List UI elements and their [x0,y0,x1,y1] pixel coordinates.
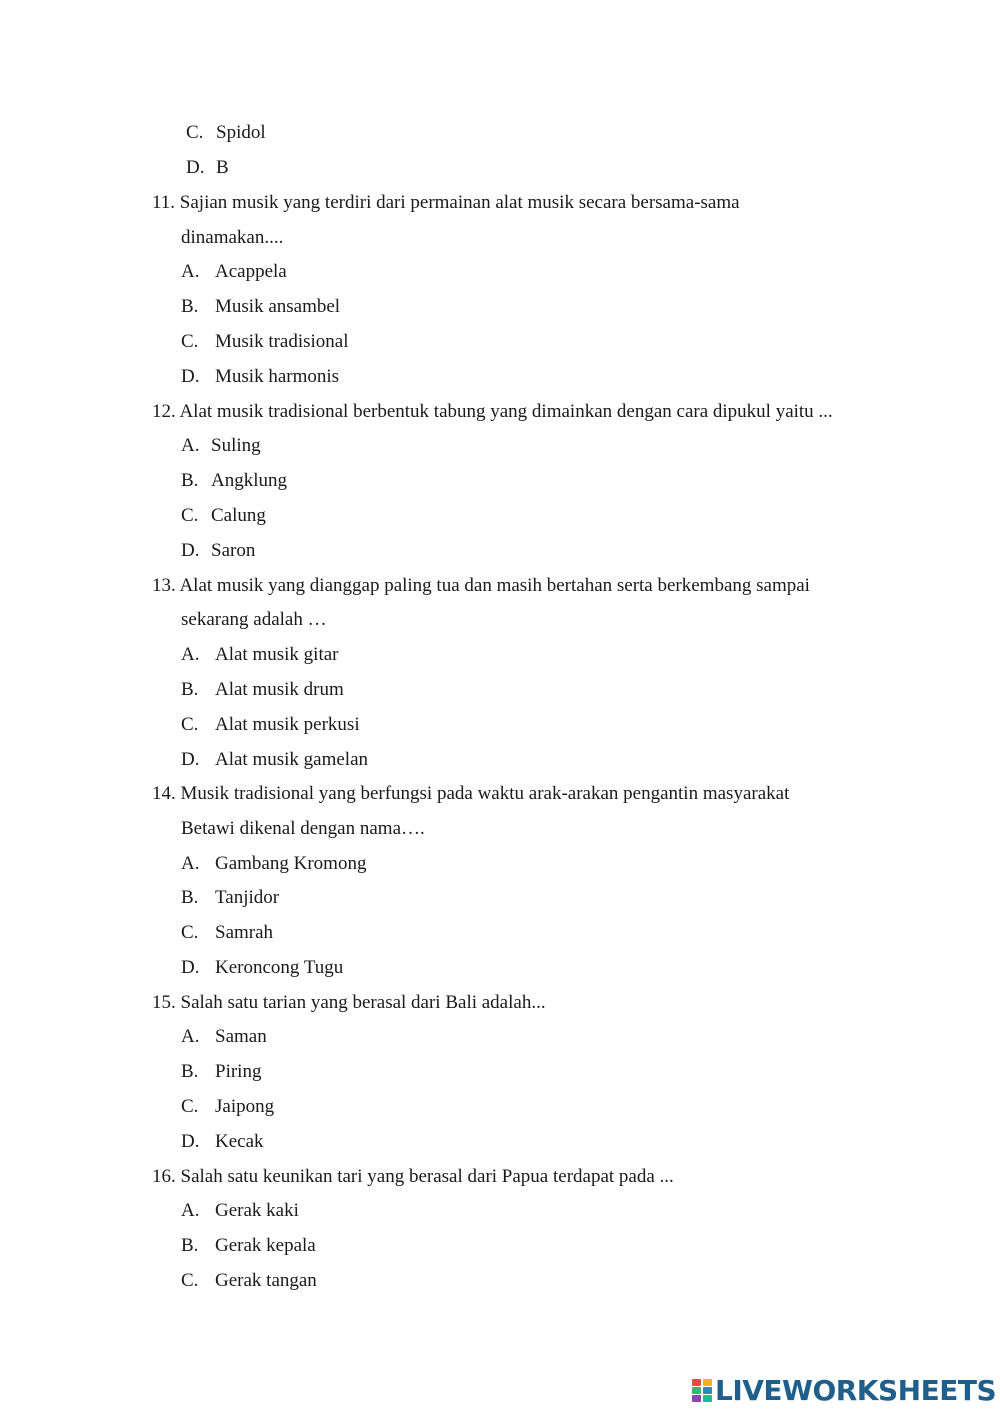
liveworksheets-logo [692,1374,997,1408]
option-letter: A. [181,435,200,456]
option-text: Gambang Kromong [215,853,367,874]
option-letter: B. [181,296,199,317]
question-text-line: Salah satu tarian yang berasal dari Bali adalah... [180,992,546,1013]
option-letter: C. [181,1270,199,1291]
question-text-line: dinamakan.... [181,227,284,248]
option-letter: D. [181,957,200,978]
question-number: 12. [152,401,176,422]
option-text: Jaipong [215,1096,275,1117]
option-letter: B. [181,887,199,908]
question-15-option-d[interactable] [181,1130,264,1154]
option-letter: B. [181,470,199,491]
option-text: Spidol [216,122,266,143]
option-text: Acappela [215,261,287,282]
option-letter: C. [186,122,204,143]
option-letter: A. [181,1200,200,1221]
question-12-option-d[interactable] [181,539,255,563]
question-text-line: sekarang adalah … [181,609,327,630]
question-15-stem [152,991,546,1015]
option-text: Musik ansambel [215,296,341,317]
option-text: Piring [215,1061,262,1082]
option-letter: B. [181,679,199,700]
option-letter: D. [186,157,205,178]
option-c-spidol [186,121,266,145]
option-text: Alat musik gamelan [215,749,369,770]
option-letter: A. [181,644,200,665]
option-text: Alat musik perkusi [215,714,360,735]
option-text: Kecak [215,1131,264,1152]
option-d-b [186,156,229,180]
option-letter: C. [181,714,199,735]
question-number: 13. [152,575,176,596]
option-text: Samrah [215,922,274,943]
question-14-option-b[interactable] [181,886,279,910]
option-letter: A. [181,853,200,874]
option-letter: C. [181,922,199,943]
question-12-stem [152,400,833,424]
question-number: 15. [152,992,176,1013]
option-text: Tanjidor [215,887,280,908]
option-letter: C. [181,505,199,526]
question-14-stem-cont [181,817,425,841]
question-13-option-c[interactable] [181,713,360,737]
question-13-option-d[interactable] [181,748,368,772]
option-text: Saron [211,540,256,561]
option-letter: D. [181,366,200,387]
question-16-option-a[interactable] [181,1199,299,1223]
option-text: Musik tradisional [215,331,349,352]
question-12-option-b[interactable] [181,469,287,493]
option-text: Musik harmonis [215,366,340,387]
option-letter: B. [181,1235,199,1256]
question-text-line: Alat musik yang dianggap paling tua dan masih bertahan serta berkembang sampai [179,575,810,596]
option-letter: C. [181,331,199,352]
question-13-stem-cont [181,608,327,632]
liveworksheets-logo-text: LIVEWORKSHEETS [715,1374,997,1407]
question-text-line: Musik tradisional yang berfungsi pada waktu arak-arakan pengantin masyarakat [180,783,790,804]
option-letter: B. [181,1061,199,1082]
option-text: Gerak kepala [215,1235,316,1256]
option-text: Keroncong Tugu [215,957,344,978]
question-14-option-a[interactable] [181,852,366,876]
question-text-line: Betawi dikenal dengan nama…. [181,818,425,839]
question-15-option-b[interactable] [181,1060,261,1084]
option-letter: D. [181,540,200,561]
option-letter: D. [181,749,200,770]
option-letter: A. [181,1026,200,1047]
question-14-stem [152,782,789,806]
question-14-option-d[interactable] [181,956,343,980]
option-text: Suling [211,435,261,456]
option-text: Saman [215,1026,267,1047]
logo-block [692,1379,701,1386]
logo-block [703,1395,712,1402]
question-16-option-b[interactable] [181,1234,316,1258]
question-text-line: Sajian musik yang terdiri dari permainan alat musik secara bersama-sama [179,192,740,213]
option-text: Gerak tangan [215,1270,317,1291]
option-letter: A. [181,261,200,282]
question-16-stem [152,1165,674,1189]
option-text: Alat musik drum [215,679,344,700]
question-12-option-c[interactable] [181,504,266,528]
question-number: 14. [152,783,176,804]
option-text: Alat musik gitar [215,644,339,665]
liveworksheets-logo-icon [692,1379,712,1403]
option-letter: D. [181,1131,200,1152]
logo-block [703,1387,712,1394]
option-text: B [216,157,229,178]
question-number: 16. [152,1166,176,1187]
question-11-stem [152,191,740,215]
option-text: Angklung [211,470,287,491]
logo-block [692,1387,701,1394]
logo-block [692,1395,701,1402]
question-11-option-c[interactable] [181,330,349,354]
question-number: 11. [152,192,176,213]
question-11-stem-cont [181,226,283,250]
option-text: Gerak kaki [215,1200,299,1221]
question-11-option-b[interactable] [181,295,340,319]
question-13-stem [152,574,810,598]
question-15-option-c[interactable] [181,1095,274,1119]
question-15-option-a[interactable] [181,1025,267,1049]
question-text-line: Alat musik tradisional berbentuk tabung yang dimainkan dengan cara dipukul yaitu ... [179,401,833,422]
question-14-option-c[interactable] [181,921,273,945]
option-text: Calung [211,505,266,526]
option-letter: C. [181,1096,199,1117]
question-12-option-a[interactable] [181,434,261,458]
question-11-option-d[interactable] [181,365,339,389]
question-text-line: Salah satu keunikan tari yang berasal dari Papua terdapat pada ... [180,1166,674,1187]
question-11-option-a[interactable] [181,260,287,284]
logo-block [703,1379,712,1386]
question-13-option-b[interactable] [181,678,344,702]
question-13-option-a[interactable] [181,643,338,667]
question-16-option-c[interactable] [181,1269,317,1293]
